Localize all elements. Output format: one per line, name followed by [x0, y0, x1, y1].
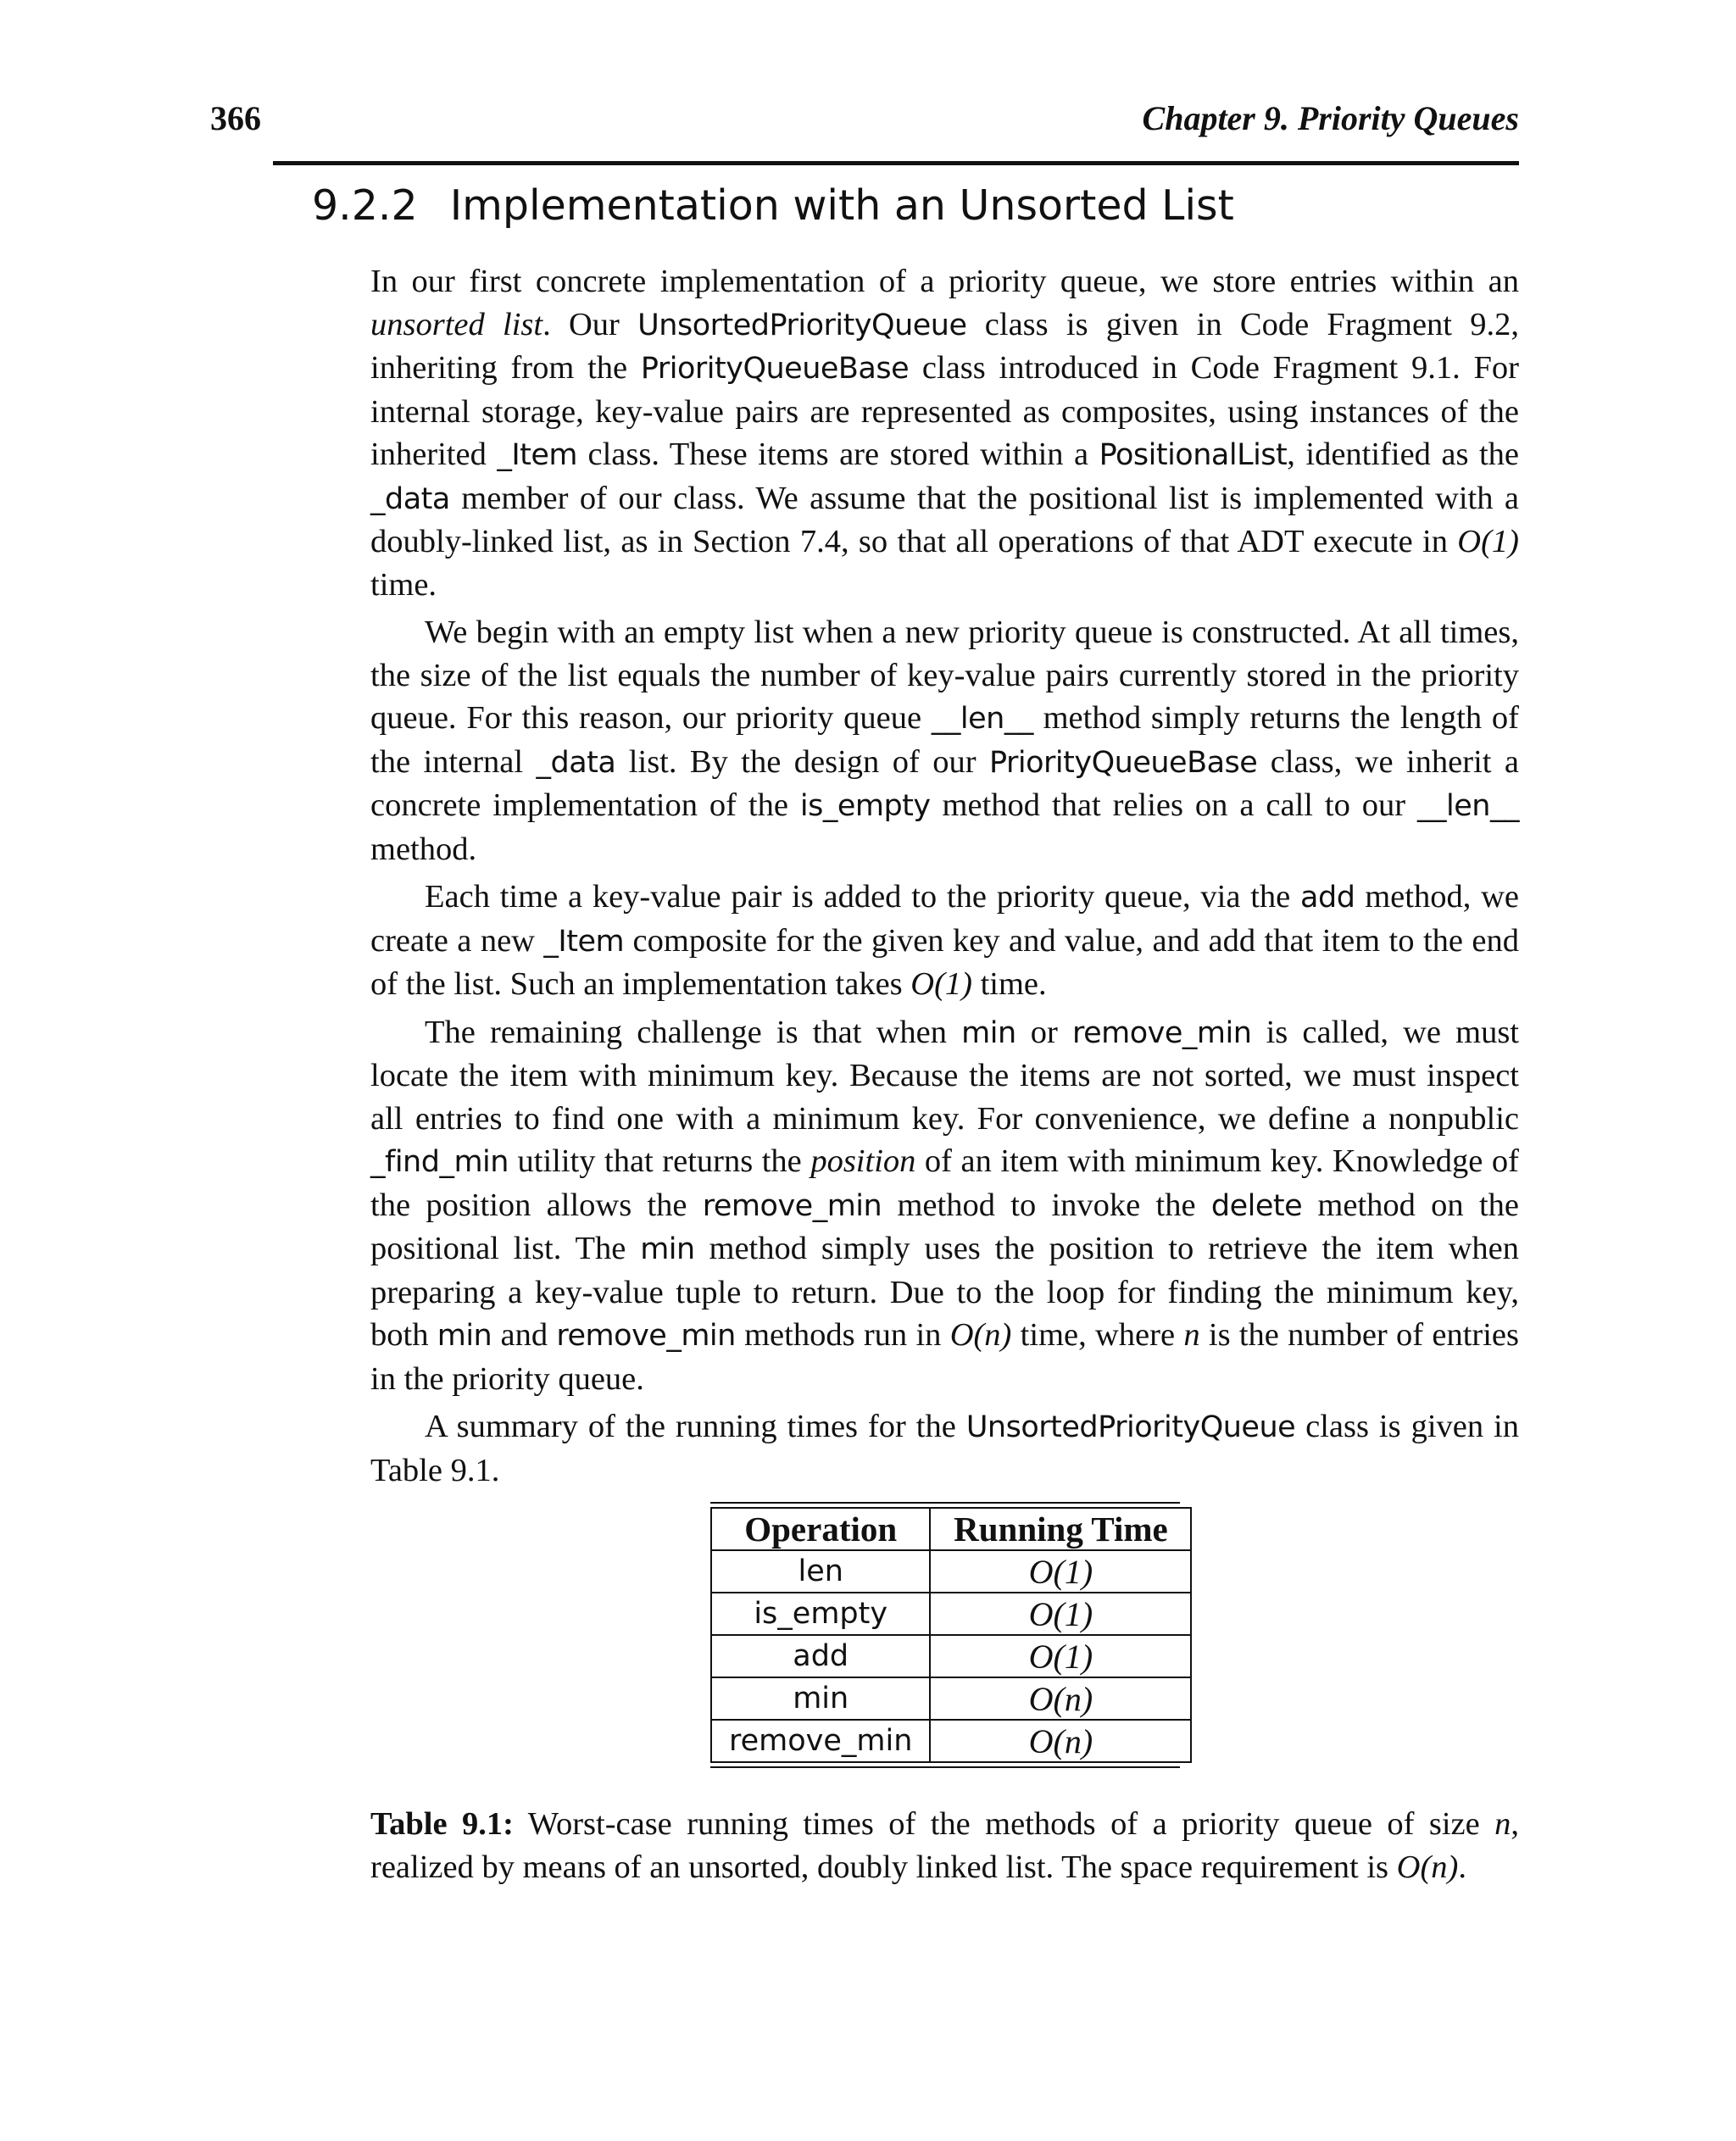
text-run: list. By the design of our	[615, 743, 990, 780]
code-term: __len__	[1417, 789, 1519, 823]
page-header	[210, 98, 1519, 149]
text-run: member of our class. We assume that the positional list is implemented with a doubly-linked list, as in Section 7.4, so that all operations of that ADT execute in	[370, 480, 1519, 559]
code-term: PriorityQueueBase	[640, 352, 910, 386]
code-term: min	[437, 1319, 492, 1353]
text-run: class is given in Table 9.1.	[370, 1409, 1519, 1488]
running-head: Chapter 9. Priority Queues	[1142, 99, 1519, 137]
section-heading	[312, 181, 1234, 230]
code-term: min	[961, 1015, 1016, 1050]
text-run: utility that returns the	[508, 1143, 811, 1179]
text-run: or	[1015, 1014, 1073, 1050]
code-term: is_empty	[799, 789, 931, 823]
body-text	[370, 260, 1519, 1497]
text-run: of an item with minimum key. Knowledge of the position allows the	[370, 1143, 1519, 1223]
code-term: delete	[1210, 1188, 1303, 1223]
header-rule	[273, 161, 1519, 165]
operation-cell: remove_min	[711, 1720, 930, 1762]
code-term: PriorityQueueBase	[989, 745, 1258, 780]
text-run: A summary of the running times for the	[425, 1409, 966, 1444]
code-term: _Item	[543, 924, 625, 959]
text-run: time, where	[1011, 1317, 1184, 1353]
running-time-cell: O(n)	[930, 1720, 1191, 1762]
emphasis: position	[810, 1143, 916, 1179]
text-run: , identified as the	[1287, 437, 1520, 472]
text-run: method, we create a new	[370, 879, 1519, 959]
code-term: remove_min	[702, 1188, 882, 1223]
text-run: class introduced in Code Fragment 9.1. For internal storage, key-value pairs are represented as composites, using instances of the inherited	[370, 350, 1519, 472]
math-expression: O(n)	[949, 1317, 1012, 1353]
section-number: 9.2.2	[312, 181, 418, 230]
text-run: composite for the given key and value, and add that item to the end of the list. Such an implementation takes	[370, 922, 1519, 1002]
text-run: class is given in Code Fragment 9.2, inheriting from the	[370, 306, 1520, 386]
math-expression: O(1)	[910, 966, 972, 1002]
code-term: __len__	[931, 702, 1033, 736]
running-time-cell: O(1)	[930, 1550, 1191, 1593]
operation-cell: is_empty	[711, 1593, 930, 1635]
math-expression: n	[1494, 1806, 1511, 1842]
code-term: min	[640, 1232, 695, 1266]
code-term: _Item	[497, 438, 578, 472]
code-term: add	[1300, 881, 1355, 915]
text-run: is called, we must locate the item with minimum key. Because the items are not sorted, we must inspect all entries to find one with a minimum key. For convenience, we define a nonpublic	[370, 1014, 1519, 1137]
code-term: _data	[370, 481, 450, 516]
text-run: class. These items are stored within a	[577, 437, 1099, 472]
code-term: UnsortedPriorityQueue	[637, 308, 967, 342]
code-term: UnsortedPriorityQueue	[965, 1410, 1296, 1444]
code-term: _find_min	[370, 1145, 509, 1179]
column-header-running-time: Running Time	[930, 1508, 1191, 1550]
text-run: method to invoke the	[882, 1187, 1211, 1223]
text-run: method that relies on a call to our	[930, 787, 1418, 823]
code-term: PositionalList	[1099, 438, 1288, 472]
text-run: The remaining challenge is that when	[425, 1014, 962, 1050]
text-run: method on the positional list. The	[370, 1187, 1519, 1266]
text-run: time.	[370, 566, 437, 603]
operation-cell: len	[711, 1550, 930, 1593]
text-run: , realized by means of an unsorted, doubly linked list. The space requirement is	[370, 1806, 1519, 1885]
table-row	[711, 1720, 1191, 1762]
column-header-operation: Operation	[711, 1508, 930, 1550]
text-run: .	[1458, 1849, 1466, 1885]
text-run: time.	[971, 966, 1047, 1002]
table-header-row	[711, 1508, 1191, 1550]
text-run: method simply uses the position to retrieve the item when preparing a key-value tuple to return. Due to the loop for finding the minimum key, both	[370, 1231, 1519, 1353]
text-run: Worst-case running times of the methods of a priority queue of size	[513, 1806, 1495, 1842]
table-row	[711, 1635, 1191, 1677]
table-top-rule	[710, 1502, 1180, 1504]
operation-cell: add	[711, 1635, 930, 1677]
table-row	[711, 1677, 1191, 1720]
text-run: . Our	[542, 306, 638, 342]
text-run: methods run in	[735, 1317, 950, 1353]
operation-cell: min	[711, 1677, 930, 1720]
text-run: class, we inherit a concrete implementation of the	[370, 743, 1519, 823]
math-expression: O(n)	[1396, 1849, 1459, 1885]
text-run: Each time a key-value pair is added to the priority queue, via the	[425, 879, 1301, 915]
paragraph-3	[370, 876, 1519, 1006]
running-time-cell: O(n)	[930, 1677, 1191, 1720]
code-term: remove_min	[556, 1319, 736, 1353]
text-run: In our first concrete implementation of a priority queue, we store entries within an	[370, 264, 1519, 299]
text-run: method.	[370, 831, 477, 867]
text-run: method simply returns the length of the internal	[370, 700, 1519, 780]
running-time-table	[710, 1507, 1192, 1763]
running-time-cell: O(1)	[930, 1635, 1191, 1677]
paragraph-1	[370, 260, 1519, 606]
paragraph-5	[370, 1405, 1519, 1492]
page-number: 366	[210, 99, 261, 137]
section-title: Implementation with an Unsorted List	[449, 181, 1234, 230]
table-caption	[370, 1803, 1519, 1888]
table-row	[711, 1593, 1191, 1635]
text-run: is the number of entries in the priority queue.	[370, 1317, 1520, 1397]
emphasis: unsorted list	[370, 306, 543, 342]
running-time-table-wrap	[710, 1502, 1192, 1768]
code-term: remove_min	[1072, 1015, 1252, 1050]
table-bottom-rule	[710, 1766, 1180, 1768]
paragraph-2	[370, 611, 1519, 870]
text-run: and	[492, 1317, 557, 1353]
paragraph-4	[370, 1011, 1519, 1401]
text-run: We begin with an empty list when a new priority queue is constructed. At all times, the size of the list equals the number of key-value pairs currently stored in the priority queue. For this reason, our priority queue	[370, 614, 1519, 736]
caption-label: Table 9.1:	[370, 1806, 514, 1842]
table-row	[711, 1550, 1191, 1593]
running-time-cell: O(1)	[930, 1593, 1191, 1635]
code-term: _data	[536, 745, 616, 780]
math-expression: O(1)	[1457, 524, 1519, 559]
math-expression: n	[1183, 1317, 1200, 1353]
